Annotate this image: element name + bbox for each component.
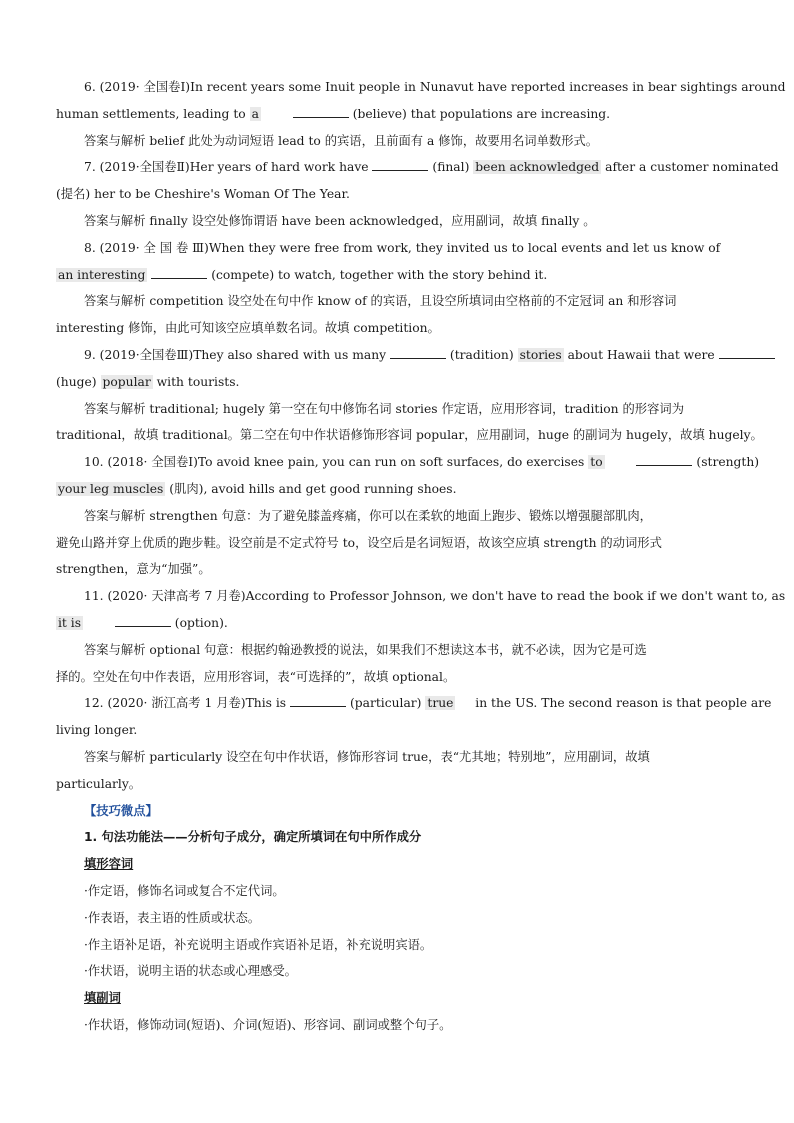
q12-text-d: in the US. The second reason is that people are <box>475 696 772 711</box>
answer-10-line-2: 避免山路并穿上优质的跑步鞋。设空前是不定式符号 to，设空后是名词短语，故该空应填 strength 的动词形式 <box>56 535 662 550</box>
question-9-line-1 <box>56 342 738 369</box>
q9-highlight-2: popular <box>102 374 151 389</box>
q9-text-f: with tourists. <box>156 374 240 389</box>
tips-section-title: 【技巧微点】 <box>84 802 158 818</box>
q7-text-b: (final) <box>432 160 470 175</box>
tips-bullet-1: ·作定语，修饰名词或复合不定代词。 <box>84 883 285 898</box>
q12-text-b: (particular) <box>349 696 422 711</box>
question-6-line-1: 6. (2019· 全国卷Ⅰ)In recent years some Inuit people in Nunavut have reported increases in bear sightings around <box>84 80 786 94</box>
q7-highlight: been acknowledged <box>475 160 600 175</box>
q8-text-b: (compete) to watch, together with the story behind it. <box>211 267 548 282</box>
q12-blank[interactable] <box>290 692 346 707</box>
tips-subheading-adverb: 填副词 <box>84 991 121 1006</box>
tips-heading-1: 1. 句法功能法——分析句子成分，确定所填词在句中所作成分 <box>84 830 422 845</box>
question-7-line-1 <box>56 154 779 181</box>
question-11-line-1: 11. (2020· 天津高考 7 月卷)According to Professor Johnson, we don't have to read the book if we don't want to, as <box>84 589 786 604</box>
q6-text-c: (believe) that populations are increasing. <box>352 106 611 121</box>
q11-highlight: it is <box>58 615 82 630</box>
tips-bullet-2: ·作表语，表主语的性质或状态。 <box>84 910 261 925</box>
q7-text-d: after a customer nominated <box>605 160 779 175</box>
question-8-line-2 <box>56 262 738 289</box>
question-10-line-1 <box>56 449 760 476</box>
question-10-line-2 <box>56 476 738 503</box>
q12-text-a: 12. (2020· 浙江高考 1 月卷)This is <box>84 696 287 711</box>
q6-blank[interactable] <box>293 103 349 118</box>
q11-text-b: (option). <box>174 615 228 630</box>
q9-text-e: (huge) <box>56 374 97 389</box>
q7-text-a: 7. (2019·全国卷Ⅱ)Her years of hard work have <box>84 160 369 175</box>
question-12-line-1 <box>56 690 772 717</box>
q6-highlight: a <box>251 106 259 121</box>
q10-text-a: 10. (2018· 全国卷Ⅰ)To avoid knee pain, you can run on soft surfaces, do exercises <box>84 455 585 470</box>
question-7-line-2: (提名) her to be Cheshire's Woman Of The Year. <box>56 187 350 202</box>
q9-text-d: about Hawaii that were <box>567 347 715 362</box>
tips-bullet-3: ·作主语补足语，补充说明主语或作宾语补足语，补充说明宾语。 <box>84 937 433 952</box>
tips-subheading-adjective: 填形容词 <box>84 857 134 872</box>
q9-blank-1[interactable] <box>390 344 446 359</box>
q11-blank[interactable] <box>115 612 171 627</box>
question-11-line-2 <box>56 610 738 637</box>
q9-highlight-1: stories <box>519 347 562 362</box>
question-12-line-2: living longer. <box>56 723 138 738</box>
answer-9-line-1: 答案与解析 traditional; hugely 第一空在句中修饰名词 stories 作定语，应用形容词，tradition 的形容词为 <box>84 401 684 416</box>
question-6-line-2 <box>56 101 738 128</box>
q10-highlight-2: your leg muscles <box>58 481 164 496</box>
answer-11-line-2: 择的。空处在句中作表语，应用形容词，表“可选择的”，故填 optional。 <box>56 669 456 684</box>
q10-text-c: (strength) <box>696 455 760 470</box>
q9-text-b: (tradition) <box>449 347 514 362</box>
answer-10-line-1: 答案与解析 strengthen 句意：为了避免膝盖疼痛，你可以在柔软的地面上跑步、锻炼以增强腿部肌肉， <box>84 508 652 523</box>
q10-highlight-1: to <box>590 455 603 470</box>
answer-12-line-1: 答案与解析 particularly 设空在句中作状语，修饰形容词 true，表“尤其地；特别地”，应用副词，故填 <box>84 749 650 764</box>
answer-9-line-2: traditional，故填 traditional。第二空在句中作状语修饰形容词 popular，应用副词，huge 的副词为 hugely，故填 hugely。 <box>56 428 763 443</box>
answer-8-line-1: 答案与解析 competition 设空处在句中作 know of 的宾语，且设空所填词由空格前的不定冠词 an 和形容词 <box>84 294 677 309</box>
q7-blank[interactable] <box>372 156 428 171</box>
document-page <box>56 74 786 1039</box>
answer-8-line-2: interesting 修饰，由此可知该空应填单数名词。故填 competition。 <box>56 321 440 336</box>
answer-11-line-1: 答案与解析 optional 句意：根据约翰逊教授的说法，如果我们不想读这本书，就不必读，因为它是可选 <box>84 642 647 657</box>
question-9-line-2 <box>56 369 738 396</box>
tips-bullet-4: ·作状语，说明主语的状态或心理感受。 <box>84 964 297 979</box>
question-8-line-1: 8. (2019· 全 国 卷 Ⅲ)When they were free from work, they invited us to local events and let us know of <box>84 240 721 255</box>
q8-blank[interactable] <box>151 264 207 279</box>
q6-text-a: human settlements, leading to <box>56 106 246 121</box>
q8-highlight: an interesting <box>58 267 146 282</box>
q9-blank-2[interactable] <box>719 344 775 359</box>
answer-6: 答案与解析 belief 此处为动词短语 lead to 的宾语，且前面有 a 修饰，故要用名词单数形式。 <box>84 133 599 148</box>
answer-12-line-2: particularly。 <box>56 776 142 791</box>
q9-text-a: 9. (2019·全国卷Ⅲ)They also shared with us many <box>84 347 387 362</box>
answer-10-line-3: strengthen，意为“加强”。 <box>56 562 211 577</box>
q10-text-d: (肌肉), avoid hills and get good running shoes. <box>169 481 457 496</box>
tips-bullet-5: ·作状语，修饰动词(短语)、介词(短语)、形容词、副词或整个句子。 <box>84 1017 452 1032</box>
answer-7: 答案与解析 finally 设空处修饰谓语 have been acknowledged，应用副词，故填 finally 。 <box>84 213 596 228</box>
q12-highlight: true <box>427 696 454 711</box>
q10-blank[interactable] <box>636 451 692 466</box>
